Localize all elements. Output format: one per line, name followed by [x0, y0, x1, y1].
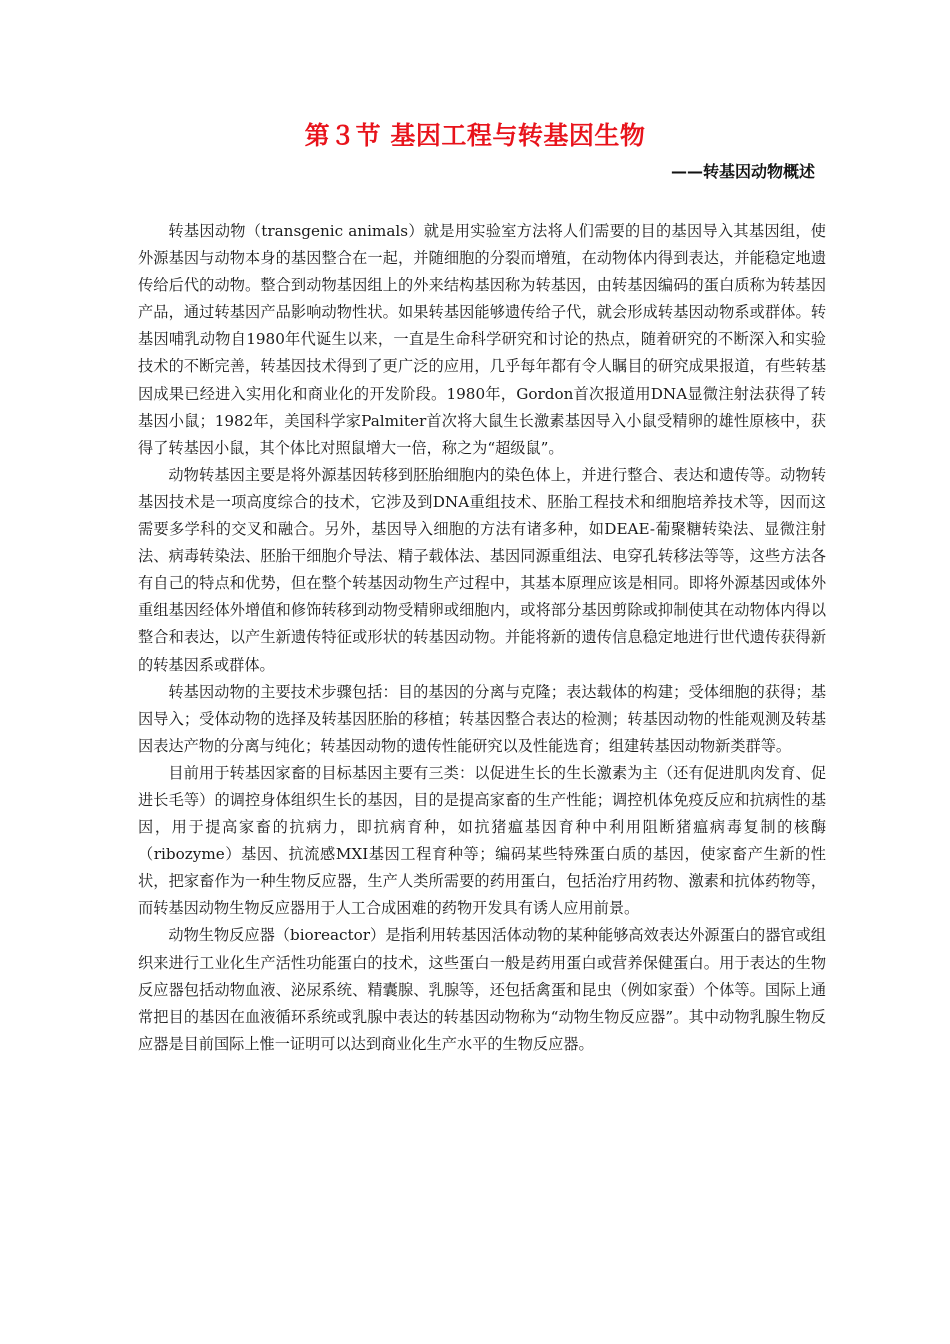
paragraph-steps: 转基因动物的主要技术步骤包括：目的基因的分离与克隆；表达载体的构建；受体细胞的获得；基因导入；受体动物的选择及转基因胚胎的移植；转基因整合表达的检测；转基因动物的性能观测及转基因表达产物的分离与纯化；转基因动物的遗传性能研究以及性能选育；组建转基因动物新类群等。 — [138, 682, 826, 755]
paragraph-intro: 转基因动物（transgenic animals）就是用实验室方法将人们需要的目的基因导入其基因组，使外源基因与动物本身的基因整合在一起，并随细胞的分裂而增殖，在动物体内得到表达，并能稳定地遗传给后代的动物。整合到动物基因组上的外来结构基因称为转基因，由转基因编码的蛋白质称为转基因产品，通过转基因产品影响动物性状。如果转基因能够遗传给子代，就会形成转基因动物系或群体。转基因哺乳动物自1980年代诞生以来，一直是生命科学研究和讨论的热点，随着研究的不断深入和实验技术的不断完善，转基因技术得到了更广泛的应用，几乎每年都有令人瞩目的研究成果报道，有些转基因成果已经进入实用化和商业化的开发阶段。1980年，Gordon首次报道用DNA显微注射法获得了转基因小鼠；1982年，美国科学家Palmiter首次将大鼠生长激素基因导入小鼠受精卵的雄性原核中，获得了转基因小鼠，其个体比对照鼠增大一倍，称之为“超级鼠”。 — [138, 222, 826, 457]
paragraph-bioreactor: 动物生物反应器（bioreactor）是指利用转基因活体动物的某种能够高效表达外源蛋白的器官或组织来进行工业化生产活性功能蛋白的技术，这些蛋白一般是药用蛋白或营养保健蛋白。用于表达的生物反应器包括动物血液、泌尿系统、精囊腺、乳腺等，还包括禽蛋和昆虫（例如家蚕）个体等。国际上通常把目的基因在血液循环系统或乳腺中表达的转基因动物称为“动物生物反应器”。其中动物乳腺生物反应器是目前国际上惟一证明可以达到商业化生产水平的生物反应器。 — [138, 926, 826, 1053]
article-body — [138, 218, 826, 1058]
paragraph-target-genes: 目前用于转基因家畜的目标基因主要有三类：以促进生长的生长激素为主（还有促进肌肉发育、促进长毛等）的调控身体组织生长的基因，目的是提高家畜的生产性能；调控机体免疫反应和抗病性的基因，用于提高家畜的抗病力，即抗病育种，如抗猪瘟基因育种中利用阻断猪瘟病毒复制的核酶（ribozyme）基因、抗流感MXI基因工程育种等；编码某些特殊蛋白质的基因，使家畜产生新的性状，把家畜作为一种生物反应器，生产人类所需要的药用蛋白，包括治疗用药物、激素和抗体药物等，而转基因动物生物反应器用于人工合成困难的药物开发具有诱人应用前景。 — [138, 763, 826, 918]
paragraph-principle: 动物转基因主要是将外源基因转移到胚胎细胞内的染色体上，并进行整合、表达和遗传等。动物转基因技术是一项高度综合的技术，它涉及到DNA重组技术、胚胎工程技术和细胞培养技术等，因而这需要多学科的交叉和融合。另外，基因导入细胞的方法有诸多种，如DEAE-葡聚糖转染法、显微注射法、病毒转染法、胚胎干细胞介导法、精子载体法、基因同源重组法、电穿孔转移法等等，这些方法各有自己的特点和优势，但在整个转基因动物生产过程中，其基本原理应该是相同。即将外源基因或体外重组基因经体外增值和修饰转移到动物受精卵或细胞内，或将部分基因剪除或抑制使其在动物体内得以整合和表达，以产生新遗传特征或形状的转基因动物。并能将新的遗传信息稳定地进行世代遗传获得新的转基因系或群体。 — [138, 465, 826, 674]
page-title: 第３节 基因工程与转基因生物 — [304, 121, 646, 150]
page-subtitle: ——转基因动物概述 — [670, 162, 815, 181]
